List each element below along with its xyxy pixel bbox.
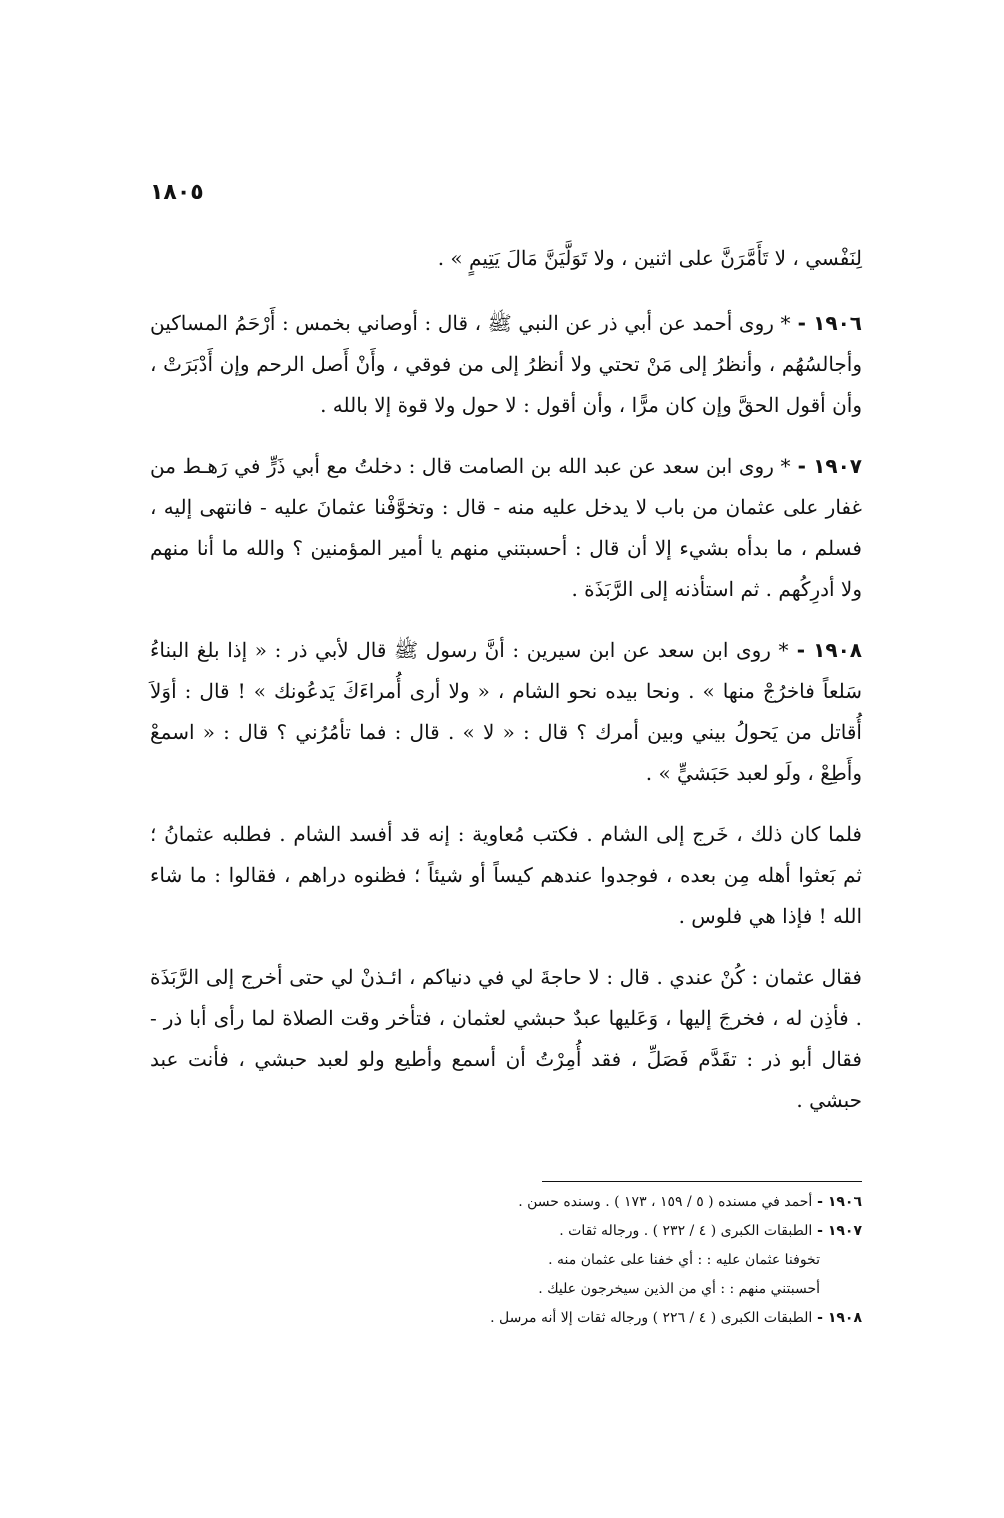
paragraph-text: * روى ابن سعد عن ابن سيرين : أنَّ رسول ﷺ قال لأبي ذر : « إذا بلغ البناءُ سَلعاً فاخرُجْ منها » . ونحا بيده نحو الشام ، « ولا أرى أُمراءَكَ يَدعُونك » ! قال : أوَلاَ أُقاتل من يَحولُ بيني وبين أمرك ؟ قال : « لا » . قال : فما تأمُرُني ؟ قال : « اسمعْ وأَطِعْ ، ولَو لعبد حَبَشيٍّ » . — [150, 638, 862, 785]
paragraph-text: * روى أحمد عن أبي ذر عن النبي ﷺ ، قال : أوصاني بخمس : أَرْحَمُ المساكين وأجالسُهُم ، وأنظرُ إلى مَنْ تحتي ولا أنظرُ إلى من فوقي ، وأَنْ أَصل الرحم وإن أَدْبَرَتْ ، وأن أقول الحقَّ وإن كان مرًّا ، وأن أقول : لا حول ولا قوة إلا بالله . — [150, 311, 862, 417]
hadith-entry-1907 — [150, 446, 862, 610]
footnote-divider — [542, 1181, 862, 1182]
footnote-text: أحمد في مسنده ( ٥ / ١٥٩ ، ١٧٣ ) . وسنده حسن . — [518, 1194, 813, 1210]
footnote-number: ١٩٠٨ - — [812, 1310, 862, 1326]
footnote-gloss — [150, 1246, 862, 1275]
footnote-1907 — [150, 1217, 862, 1246]
paragraph — [150, 957, 862, 1121]
footnote-gloss — [150, 1275, 862, 1304]
page-number: ١٨٠٥ — [150, 180, 204, 205]
footnote-1908 — [150, 1304, 862, 1333]
hadith-entry-1908 — [150, 630, 862, 794]
entry-number: ١٩٠٧ - — [790, 454, 862, 478]
paragraph-continuation — [150, 238, 862, 279]
footnote-text: تخوفنا عثمان عليه : : أي خفنا على عثمان منه . — [548, 1252, 820, 1268]
paragraph-text: فلما كان ذلك ، خَرج إلى الشام . فكتب مُعاوية : إنه قد أفسد الشام . فطلبه عثمانُ ؛ ثم بَعثوا أهله مِن بعده ، فوجدوا عندهم كيساً أو شيئاً ؛ فظنوه دراهم ، فقالوا : ما شاء الله ! فإذا هي فلوس . — [150, 822, 862, 928]
hadith-entry-1906 — [150, 303, 862, 426]
footnote-text: الطبقات الكبرى ( ٤ / ٢٣٢ ) . ورجاله ثقات . — [559, 1223, 813, 1239]
footnote-text: الطبقات الكبرى ( ٤ / ٢٢٦ ) ورجاله ثقات إلا أنه مرسل . — [490, 1310, 813, 1326]
paragraph-text: * روى ابن سعد عن عبد الله بن الصامت قال : دخلتُ مع أبي ذَرٍّ في رَهـط من غفار على عثمان من باب لا يدخل عليه منه - قال : وتخوَّفْنا عثمانَ عليه - فانتهى إليه ، فسلم ، ما بدأه بشيء إلا أن قال : أحسبتني منهم يا أمير المؤمنين ؟ والله ما أنا منهم ولا أدرِكُهم . ثم استأذنه إلى الرَّبَذَة . — [150, 454, 862, 601]
paragraph — [150, 814, 862, 937]
paragraph-text: لِنَفْسي ، لا تَأَمَّرَنَّ على اثنين ، ولا تَوَلَّيَنَّ مَالَ يَتِيمٍ » . — [437, 246, 862, 270]
main-text — [150, 238, 862, 1141]
entry-number: ١٩٠٦ - — [790, 311, 862, 335]
footnote-number: ١٩٠٦ - — [812, 1194, 862, 1210]
paragraph-text: فقال عثمان : كُنْ عندي . قال : لا حاجةَ لي في دنياكم ، ائـذنْ لي حتى أخرج إلى الرَّبَذَة . فأذِن له ، فخرجَ إليها ، وَعَليها عبدٌ حبشي لعثمان ، فتأخر وقت الصلاة لما رأى أبا ذر - فقال أبو ذر : تقَدَّم فَصَلِّ ، فقد أُمِرْتُ أن أسمع وأطيع ولو لعبد حبشي ، فأنت عبد حبشي . — [150, 965, 862, 1112]
footnotes — [150, 1188, 862, 1333]
footnote-text: أحسبتني منهم : : أي من الذين سيخرجون عليك . — [538, 1281, 820, 1297]
footnote-1906 — [150, 1188, 862, 1217]
entry-number: ١٩٠٨ - — [788, 638, 862, 662]
footnote-number: ١٩٠٧ - — [812, 1223, 862, 1239]
